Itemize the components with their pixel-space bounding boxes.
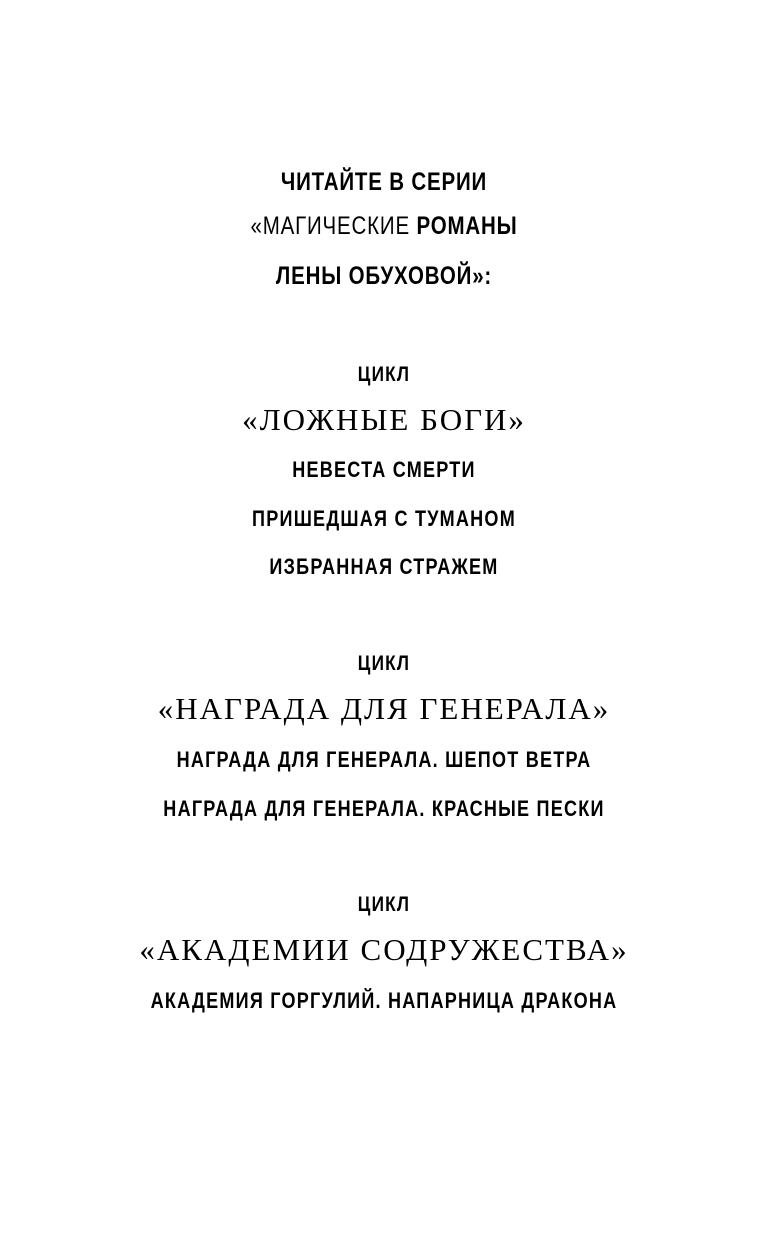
series-name-bold: РОМАНЫ: [416, 212, 518, 240]
cycle-title: «НАГРАДА ДЛЯ ГЕНЕРАЛА»: [157, 691, 611, 726]
cycle-label: ЦИКЛ: [357, 363, 411, 386]
intro-line-2: [69, 214, 699, 239]
book-title: НАГРАДА ДЛЯ ГЕНЕРАЛА. ШЕПОТ ВЕТРА: [176, 747, 592, 772]
intro-line-1: ЧИТАЙТЕ В СЕРИИ: [280, 168, 488, 196]
series-name-regular: «МАГИЧЕСКИЕ: [250, 212, 417, 240]
book-title: АКАДЕМИЯ ГОРГУЛИЙ. НАПАРНИЦА ДРАКОНА: [150, 988, 618, 1013]
book-title: НАГРАДА ДЛЯ ГЕНЕРАЛА. КРАСНЫЕ ПЕСКИ: [163, 796, 605, 821]
intro-line-3: ЛЕНЫ ОБУХОВОЙ»:: [275, 262, 493, 290]
cycle-label: ЦИКЛ: [357, 893, 411, 916]
cycle-title: «АКАДЕМИИ СОДРУЖЕСТВА»: [139, 932, 629, 967]
book-title: ПРИШЕДШАЯ С ТУМАНОМ: [252, 506, 516, 531]
book-title: НЕВЕСТА СМЕРТИ: [292, 457, 476, 482]
cycle-label: ЦИКЛ: [357, 652, 411, 675]
book-title: ИЗБРАННАЯ СТРАЖЕМ: [269, 554, 499, 579]
cycle-title: «ЛОЖНЫЕ БОГИ»: [242, 402, 526, 437]
